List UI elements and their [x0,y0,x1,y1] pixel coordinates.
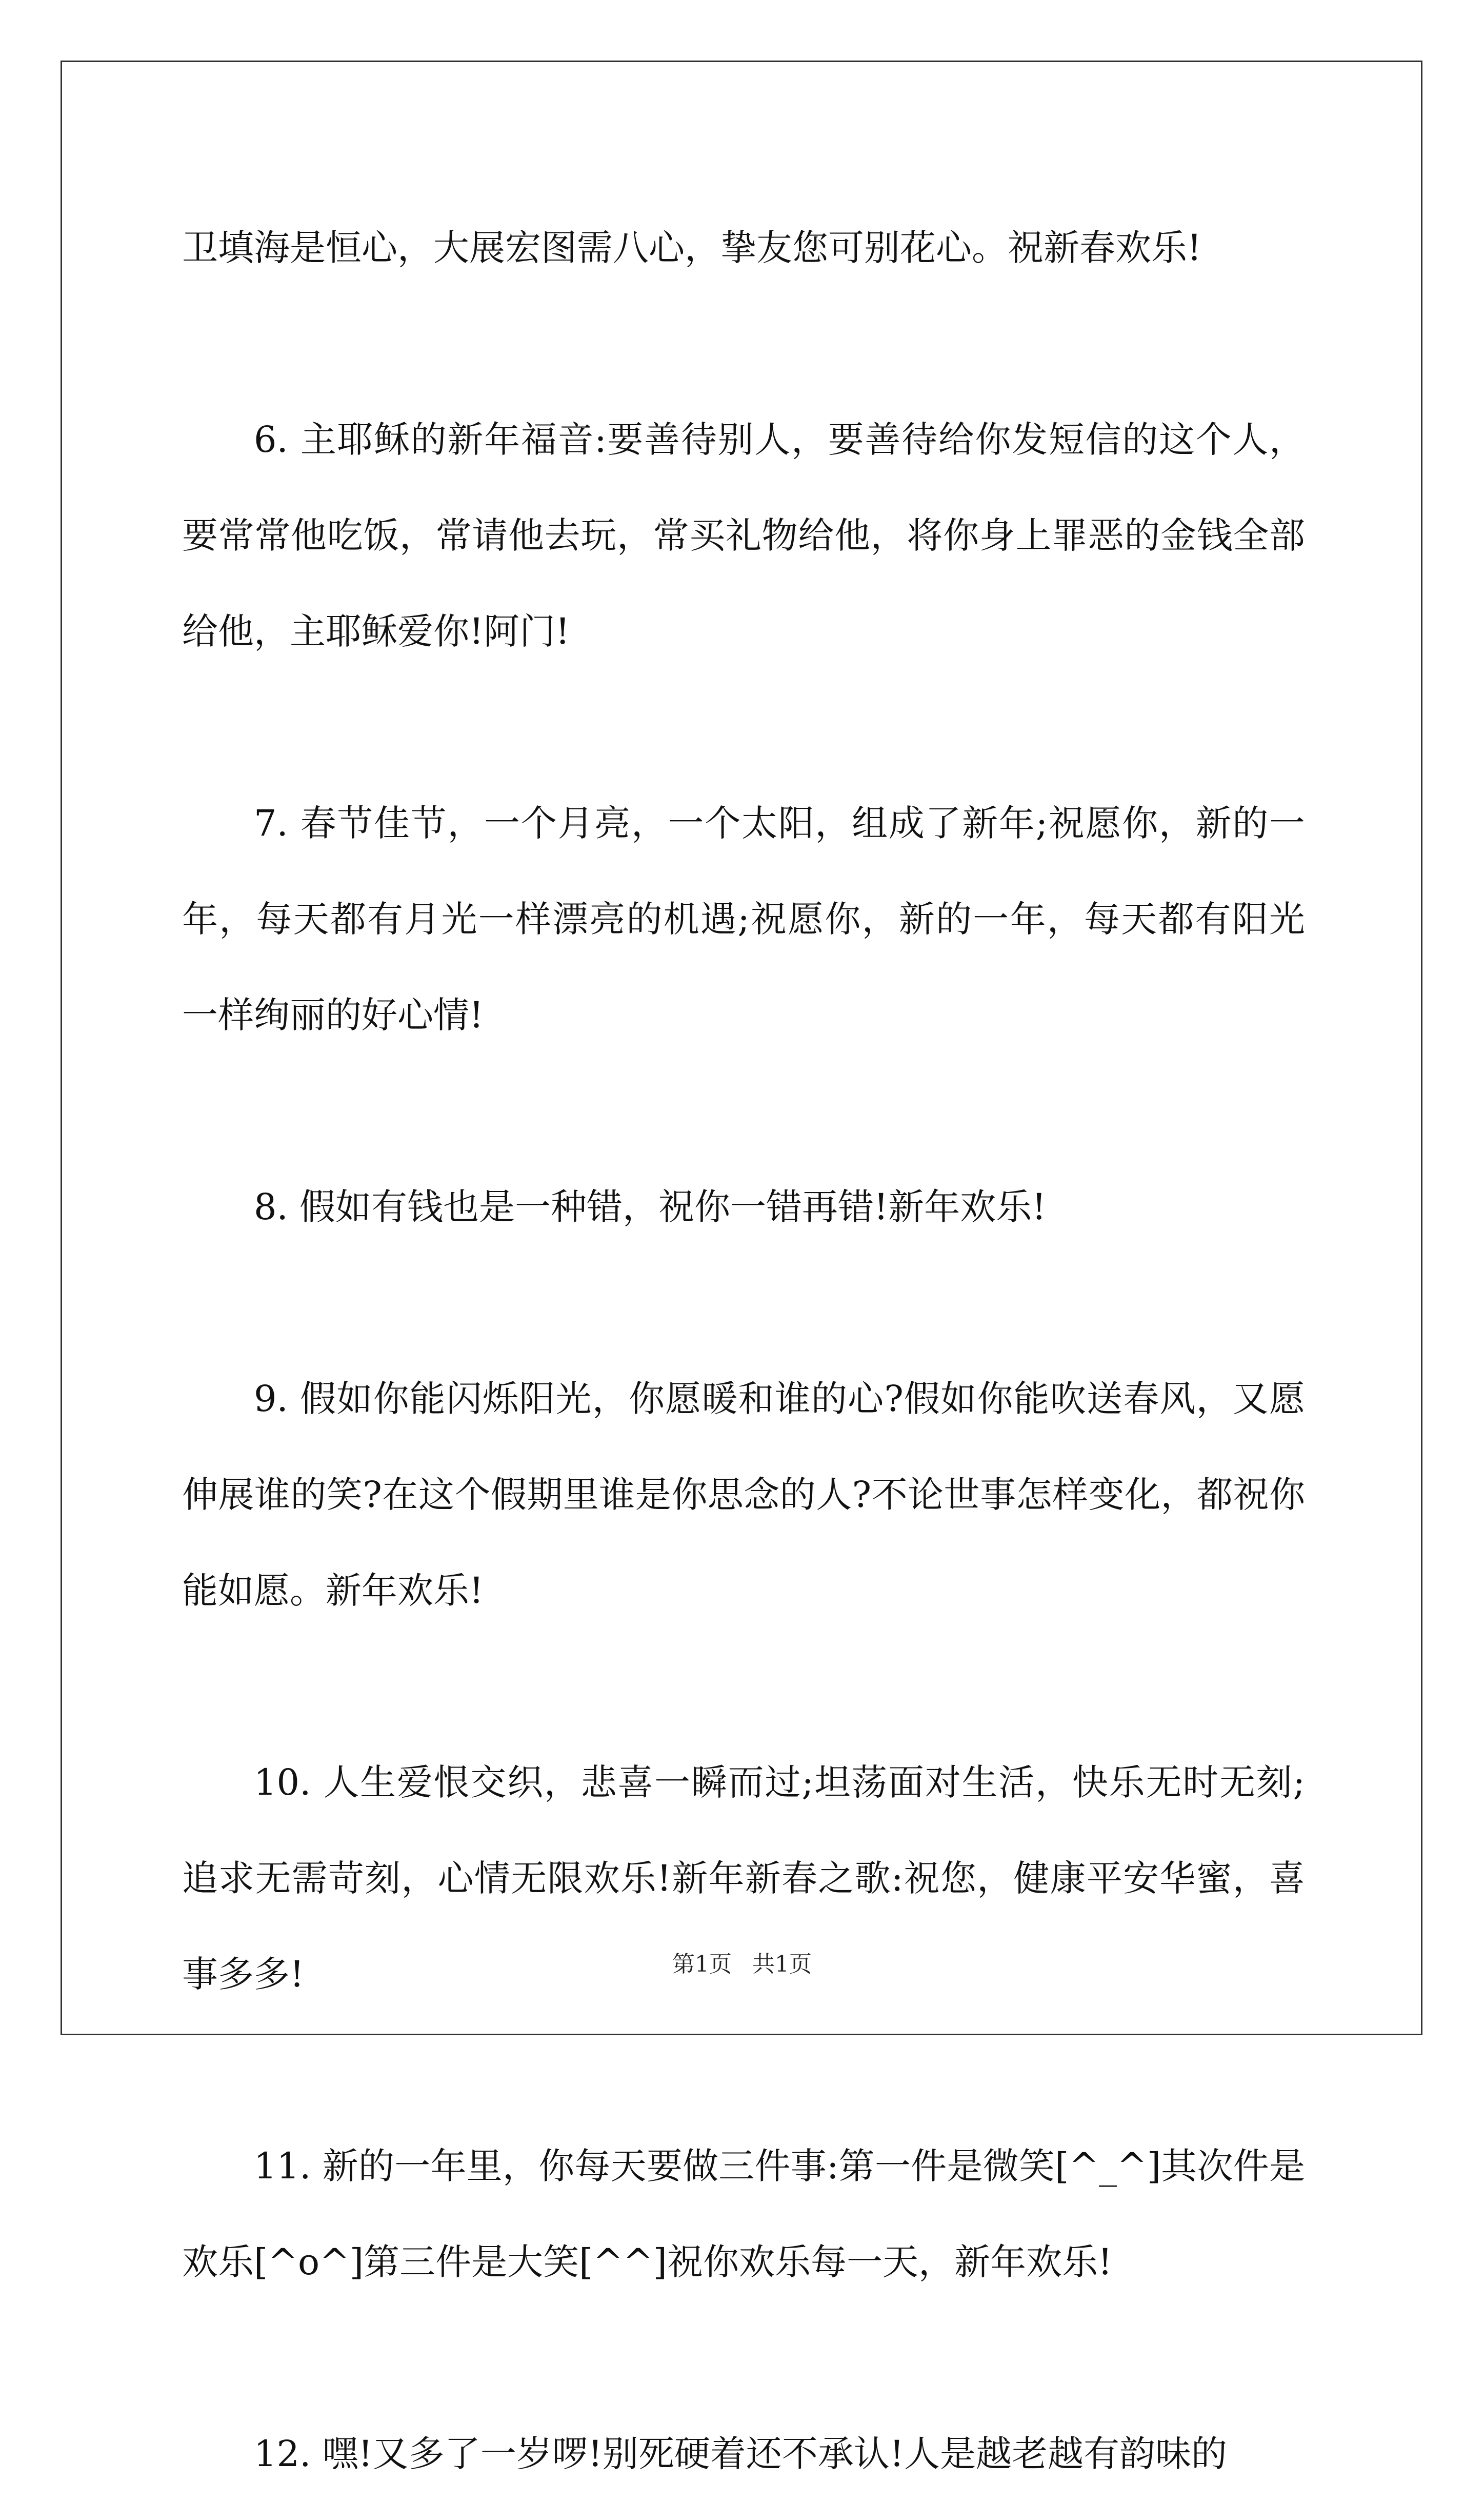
paragraph-item-7: 7. 春节佳节，一个月亮，一个太阳，组成了新年;祝愿你，新的一年，每天都有月光一样漂亮的机遇;祝愿你，新的一年，每天都有阳光一样绚丽的好心情! [182,802,1305,1036]
paragraph-item-10: 10. 人生爱恨交织，悲喜一瞬而过;坦荡面对生活，快乐无时无刻;追求无需苛刻，心情无限欢乐!新年新春之歌:祝您，健康平安华蜜，喜事多多! [182,1761,1305,1995]
paragraph-item-9: 9. 假如你能闪烁阳光，你愿暖和谁的心?假如你能吹送春风，又愿伸展谁的笑?在这个假期里谁是你思念的人?不论世事怎样变化，都祝你能如愿。新年欢乐! [182,1378,1305,1612]
document-body [182,200,1305,2502]
paragraph-continuation: 卫填海是恒心，大展宏图需八心，挚友您可别花心。祝新春欢乐! [182,227,1202,269]
page-number: 第1页 [672,1951,732,1977]
paragraph-item-6: 6. 主耶稣的新年福音:要善待别人，要善待给你发短信的这个人，要常常他吃饭，常请他去玩，常买礼物给他，将你身上罪恶的金钱全部给他，主耶稣爱你!阿门! [182,419,1305,652]
page-footer [0,1949,1484,1980]
paragraph-item-12: 12. 嘿!又多了一岁啰!别死硬着还不承认!人是越老越有韵味的 [254,2433,1227,2475]
paragraph-item-8: 8. 假如有钱也是一种错，祝你一错再错!新年欢乐! [254,1186,1047,1228]
page-total: 共1页 [752,1951,812,1977]
paragraph-item-11: 11. 新的一年里，你每天要做三件事:第一件是微笑[^_^]其次件是欢乐[^o^]第三件是大笑[^^]祝你欢乐每一天，新年欢乐! [182,2145,1305,2283]
